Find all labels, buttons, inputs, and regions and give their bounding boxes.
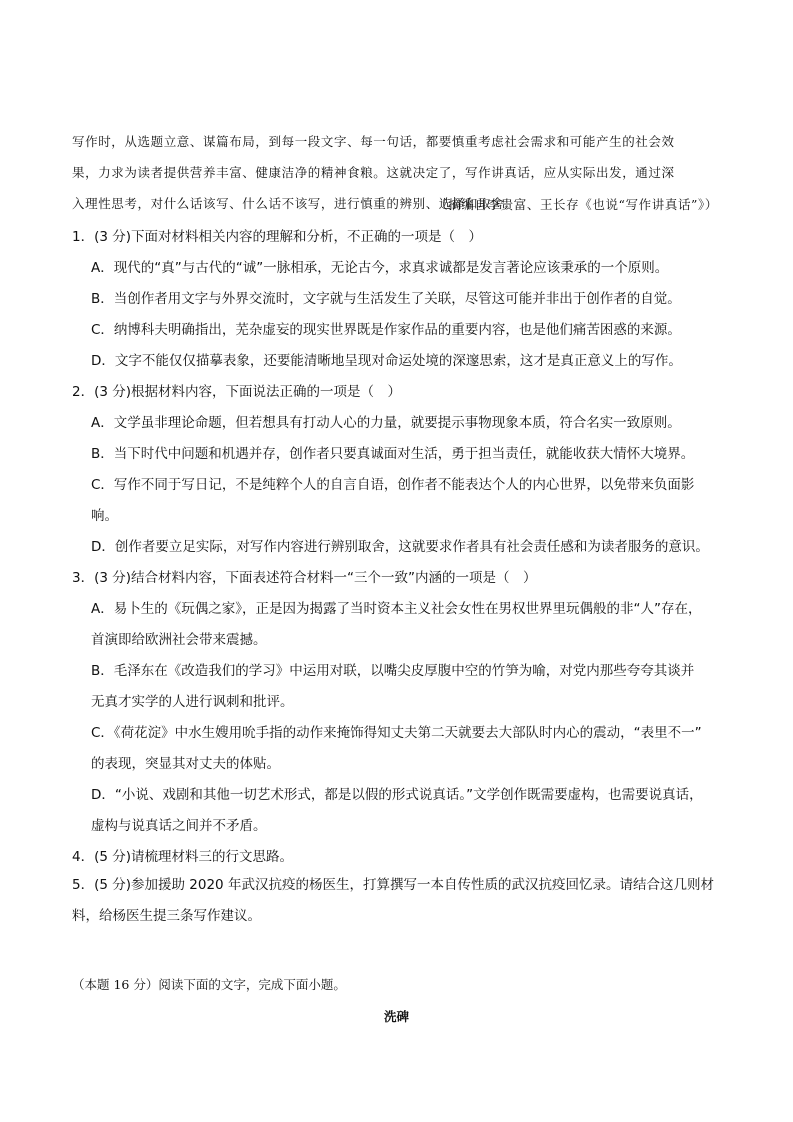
option-text: B．当下时代中问题和机遇并存，创作者只要真诚面对生活，勇于担当责任，就能收获大情怀大境界。 [91,446,695,462]
option-text: C．《荷花淀》中水生嫂用吮手指的动作来掩饰得知丈夫第二天就要去大部队时内心的震动，“表里不一” [91,725,702,741]
option-c [72,470,732,532]
option-text: A．文学虽非理论命题，但若想具有打动人心的力量，就要提示事物现象本质，符合名实一致原则。 [91,415,681,431]
question-stem: 5．(5 分)参加援助 2020 年武汉抗疫的杨医生，打算撰写一本自传性质的武汉抗疫回忆录。请结合这几则材 [72,877,714,893]
option-text-cont: 的表现，突显其对丈夫的体贴。 [91,756,280,772]
question-2 [72,377,732,563]
option-text: A．现代的“真”与古代的“诚”一脉相承，无论古今，求真求诚都是发言著论应该秉承的一个原则。 [91,260,669,276]
option-text: D．“小说、戏剧和其他一切艺术形式，都是以假的形式说真话。”文学创作既需要虚构，也需要说真话， [91,787,703,803]
option-text: D．创作者要立足实际，对写作内容进行辨别取舍，这就要求作者具有社会责任感和为读者服务的意识。 [91,539,709,555]
option-c [72,315,732,346]
passage-line: 入理性思考，对什么话该写、什么话不该写，进行慎重的辨别、选择和取舍。 [72,196,518,211]
article-title: 洗碑 [383,1009,409,1024]
option-text: C．写作不同于写日记，不是纯粹个人的自言自语，创作者不能表达个人的内心世界，以免带来负面影 [91,477,695,493]
option-a [72,594,732,656]
option-d [72,346,732,377]
question-5 [72,873,732,935]
section-intro: （本题 16 分）阅读下面的文字，完成下面小题。 [72,977,346,992]
option-a [72,408,732,439]
passage-line: 写作时，从选题立意、谋篇布局，到每一段文字、每一句话，都要慎重考虑社会需求和可能产生的社会效 [72,134,675,149]
option-text: B．当创作者用文字与外界交流时，文字就与生活发生了关联，尽管这可能并非出于创作者的自觉。 [91,291,681,307]
option-text: B．毛泽东在《改造我们的学习》中运用对联，以嘴尖皮厚腹中空的竹笋为喻，对党内那些夸夸其谈并 [91,663,695,679]
passage-source: （摘编自李贵富、王长存《也说“写作讲真话”》） [435,197,718,212]
option-a [72,253,732,284]
question-4 [72,842,732,873]
option-text-cont: 无真才实学的人进行讽刺和批评。 [91,694,294,710]
question-stem: 3．(3 分)结合材料内容，下面表述符合材料一“三个一致”内涵的一项是（ ） [72,570,537,586]
question-list [72,222,732,935]
option-b [72,439,732,470]
option-text: C．纳博科夫明确指出，芜杂虚妄的现实世界既是作家作品的重要内容，也是他们痛苦困惑的来源。 [91,322,681,338]
option-d [72,532,732,563]
option-text-cont: 响。 [91,508,118,524]
question-stem: 2．(3 分)根据材料内容，下面说法正确的一项是（ ） [72,384,402,400]
question-stem: 4．(5 分)请梳理材料三的行文思路。 [72,849,294,865]
option-text-cont: 虚构与说真话之间并不矛盾。 [91,818,267,834]
question-stem-cont: 料，给杨医生提三条写作建议。 [72,908,261,924]
option-text: D．文字不能仅仅描摹表象，还要能清晰地呈现对命运处境的深邃思索，这才是真正意义上的写作。 [91,353,682,369]
option-text: A．易卜生的《玩偶之家》，正是因为揭露了当时资本主义社会女性在男权世界里玩偶般的非“人”存在， [91,601,702,617]
option-b [72,284,732,315]
option-d [72,780,732,842]
option-c [72,718,732,780]
question-stem: 1．(3 分)下面对材料相关内容的理解和分析，不正确的一项是（ ） [72,229,483,245]
question-3 [72,563,732,842]
option-b [72,656,732,718]
question-1 [72,222,732,377]
passage-line: 果，力求为读者提供营养丰富、健康洁净的精神食粮。这就决定了，写作讲真话，应从实际出发，通过深 [72,165,675,180]
option-text-cont: 首演即给欧洲社会带来震撼。 [91,632,267,648]
